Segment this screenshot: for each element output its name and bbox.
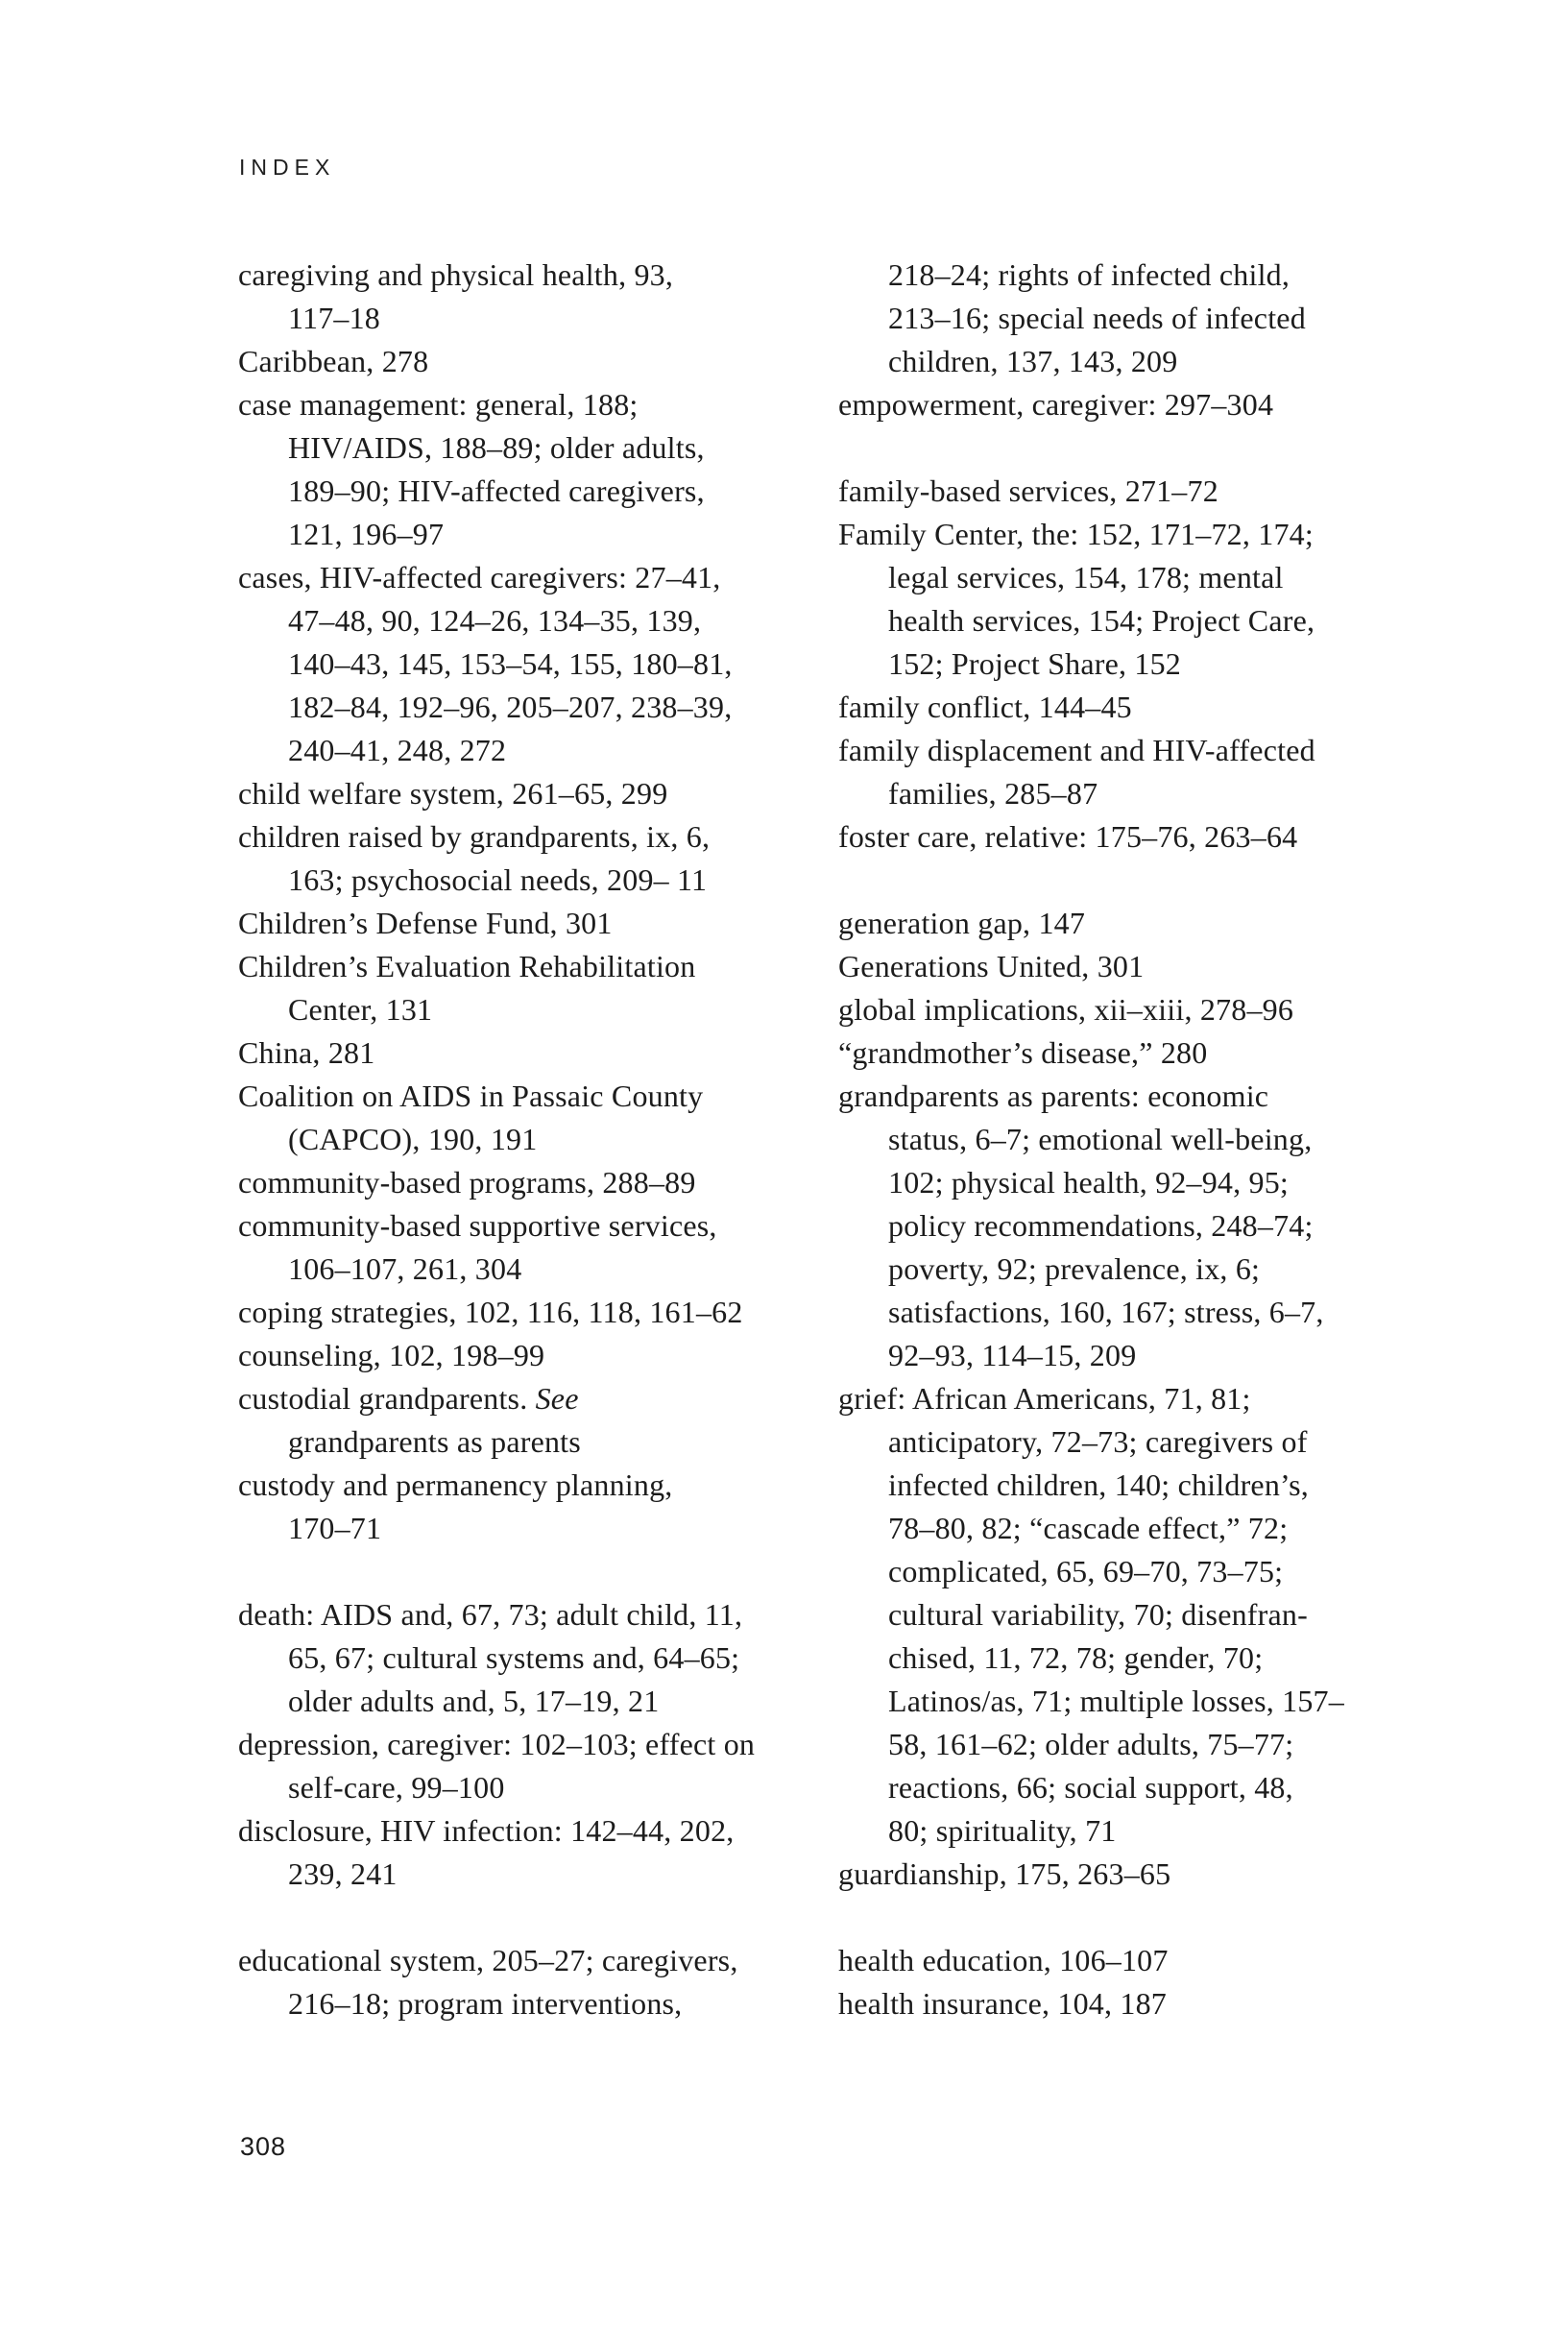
index-line-continuation: children, 137, 143, 209 bbox=[888, 344, 1178, 378]
index-line-continuation: 182–84, 192–96, 205–207, 238–39, bbox=[288, 690, 733, 724]
index-line-continuation: 80; spirituality, 71 bbox=[888, 1813, 1117, 1848]
index-entry-line: health education, 106–107 bbox=[838, 1943, 1169, 1977]
index-column-right bbox=[838, 254, 1393, 2025]
index-line-continuation: status, 6–7; emotional well-being, bbox=[888, 1122, 1313, 1156]
index-line-continuation: infected children, 140; children’s, bbox=[888, 1467, 1309, 1502]
index-line-continuation: 170–71 bbox=[288, 1511, 382, 1545]
index-entry-line: Children’s Defense Fund, 301 bbox=[238, 906, 613, 940]
index-entry-line: Caribbean, 278 bbox=[238, 344, 429, 378]
running-head: INDEX bbox=[239, 155, 336, 180]
index-line-continuation: health services, 154; Project Care, bbox=[888, 603, 1315, 638]
index-entry-line: Generations United, 301 bbox=[838, 949, 1145, 983]
blank-line bbox=[238, 1550, 793, 1593]
blank-line bbox=[838, 1896, 1393, 1939]
index-line-continuation: 240–41, 248, 272 bbox=[288, 733, 507, 767]
index-entry-line: guardianship, 175, 263–65 bbox=[838, 1856, 1171, 1891]
index-columns bbox=[238, 254, 1393, 2025]
index-entry-line: generation gap, 147 bbox=[838, 906, 1086, 940]
index-entry-line: Coalition on AIDS in Passaic County bbox=[238, 1079, 704, 1113]
index-line-continuation: reactions, 66; social support, 48, bbox=[888, 1770, 1293, 1805]
index-line-continuation: 216–18; program interventions, bbox=[288, 1986, 683, 2021]
index-line-continuation: 239, 241 bbox=[288, 1856, 398, 1891]
page-number: 308 bbox=[240, 2132, 287, 2161]
index-entry-line: family conflict, 144–45 bbox=[838, 690, 1132, 724]
index-line-continuation: (CAPCO), 190, 191 bbox=[288, 1122, 538, 1156]
index-entry-line: coping strategies, 102, 116, 118, 161–62 bbox=[238, 1295, 743, 1329]
index-entry-line: grief: African Americans, 71, 81; bbox=[838, 1381, 1251, 1416]
index-entry-line: empowerment, caregiver: 297–304 bbox=[838, 387, 1274, 422]
index-entry-line: depression, caregiver: 102–103; effect on bbox=[238, 1727, 756, 1761]
index-line-continuation: Latinos/as, 71; multiple losses, 157– bbox=[888, 1684, 1344, 1718]
index-line-continuation: Center, 131 bbox=[288, 992, 433, 1027]
index-entry-line: educational system, 205–27; caregivers, bbox=[238, 1943, 738, 1977]
blank-line bbox=[838, 426, 1393, 470]
index-line-continuation: 102; physical health, 92–94, 95; bbox=[888, 1165, 1290, 1200]
index-line-continuation: chised, 11, 72, 78; gender, 70; bbox=[888, 1640, 1264, 1675]
index-entry-line: custody and permanency planning, bbox=[238, 1467, 673, 1502]
index-entry-line: China, 281 bbox=[238, 1035, 375, 1070]
index-entry-line: child welfare system, 261–65, 299 bbox=[238, 776, 668, 811]
index-line-continuation: legal services, 154, 178; mental bbox=[888, 560, 1284, 594]
index-line-continuation: complicated, 65, 69–70, 73–75; bbox=[888, 1554, 1284, 1588]
index-column-left bbox=[238, 254, 793, 2025]
index-entry-line: Children’s Evaluation Rehabilitation bbox=[238, 949, 696, 983]
index-line-continuation: 92–93, 114–15, 209 bbox=[888, 1338, 1137, 1372]
index-line-continuation: cultural variability, 70; disenfran- bbox=[888, 1597, 1308, 1632]
index-line-continuation: poverty, 92; prevalence, ix, 6; bbox=[888, 1251, 1261, 1286]
index-entry-line: Family Center, the: 152, 171–72, 174; bbox=[838, 517, 1314, 551]
index-line-continuation: 218–24; rights of infected child, bbox=[888, 257, 1291, 292]
index-line-continuation: HIV/AIDS, 188–89; older adults, bbox=[288, 430, 705, 465]
blank-line bbox=[238, 1896, 793, 1939]
index-line-continuation: families, 285–87 bbox=[888, 776, 1098, 811]
index-line-continuation: 78–80, 82; “cascade effect,” 72; bbox=[888, 1511, 1289, 1545]
index-line-continuation: 47–48, 90, 124–26, 134–35, 139, bbox=[288, 603, 702, 638]
index-entry-line: health insurance, 104, 187 bbox=[838, 1986, 1167, 2021]
index-entry-line: caregiving and physical health, 93, bbox=[238, 257, 674, 292]
index-entry-line: “grandmother’s disease,” 280 bbox=[838, 1035, 1208, 1070]
index-entry-line: counseling, 102, 198–99 bbox=[238, 1338, 545, 1372]
index-line-continuation: 65, 67; cultural systems and, 64–65; bbox=[288, 1640, 740, 1675]
index-line-continuation: older adults and, 5, 17–19, 21 bbox=[288, 1684, 660, 1718]
index-line-continuation: 189–90; HIV-affected caregivers, bbox=[288, 473, 705, 508]
index-line-continuation: satisfactions, 160, 167; stress, 6–7, bbox=[888, 1295, 1324, 1329]
index-entry-line: children raised by grandparents, ix, 6, bbox=[238, 819, 711, 854]
index-line-continuation: 121, 196–97 bbox=[288, 517, 445, 551]
index-entry-line: grandparents as parents: economic bbox=[838, 1079, 1269, 1113]
index-line-continuation: anticipatory, 72–73; caregivers of bbox=[888, 1424, 1308, 1459]
index-line-continuation: 117–18 bbox=[288, 301, 381, 335]
index-line-continuation: self-care, 99–100 bbox=[288, 1770, 505, 1805]
index-line-continuation: 213–16; special needs of infected bbox=[888, 301, 1306, 335]
index-entry-line: global implications, xii–xiii, 278–96 bbox=[838, 992, 1294, 1027]
index-entry-line: disclosure, HIV infection: 142–44, 202, bbox=[238, 1813, 735, 1848]
index-line-continuation: 58, 161–62; older adults, 75–77; bbox=[888, 1727, 1294, 1761]
index-line-continuation: 140–43, 145, 153–54, 155, 180–81, bbox=[288, 646, 733, 681]
index-entry-line: cases, HIV-affected caregivers: 27–41, bbox=[238, 560, 721, 594]
index-line-continuation: grandparents as parents bbox=[288, 1424, 581, 1459]
index-entry-line: family displacement and HIV-affected bbox=[838, 733, 1315, 767]
index-line-continuation: policy recommendations, 248–74; bbox=[888, 1208, 1314, 1243]
index-entry-line: foster care, relative: 175–76, 263–64 bbox=[838, 819, 1298, 854]
index-entry-line: custodial grandparents. See bbox=[238, 1381, 579, 1416]
index-line-continuation: 106–107, 261, 304 bbox=[288, 1251, 522, 1286]
index-entry-line: family-based services, 271–72 bbox=[838, 473, 1218, 508]
index-entry-line: case management: general, 188; bbox=[238, 387, 639, 422]
index-entry-line: death: AIDS and, 67, 73; adult child, 11, bbox=[238, 1597, 743, 1632]
index-line-continuation: 163; psychosocial needs, 209– 11 bbox=[288, 862, 708, 897]
index-line-continuation: 152; Project Share, 152 bbox=[888, 646, 1181, 681]
blank-line bbox=[838, 859, 1393, 902]
index-entry-line: community-based supportive services, bbox=[238, 1208, 717, 1243]
index-entry-line: community-based programs, 288–89 bbox=[238, 1165, 696, 1200]
